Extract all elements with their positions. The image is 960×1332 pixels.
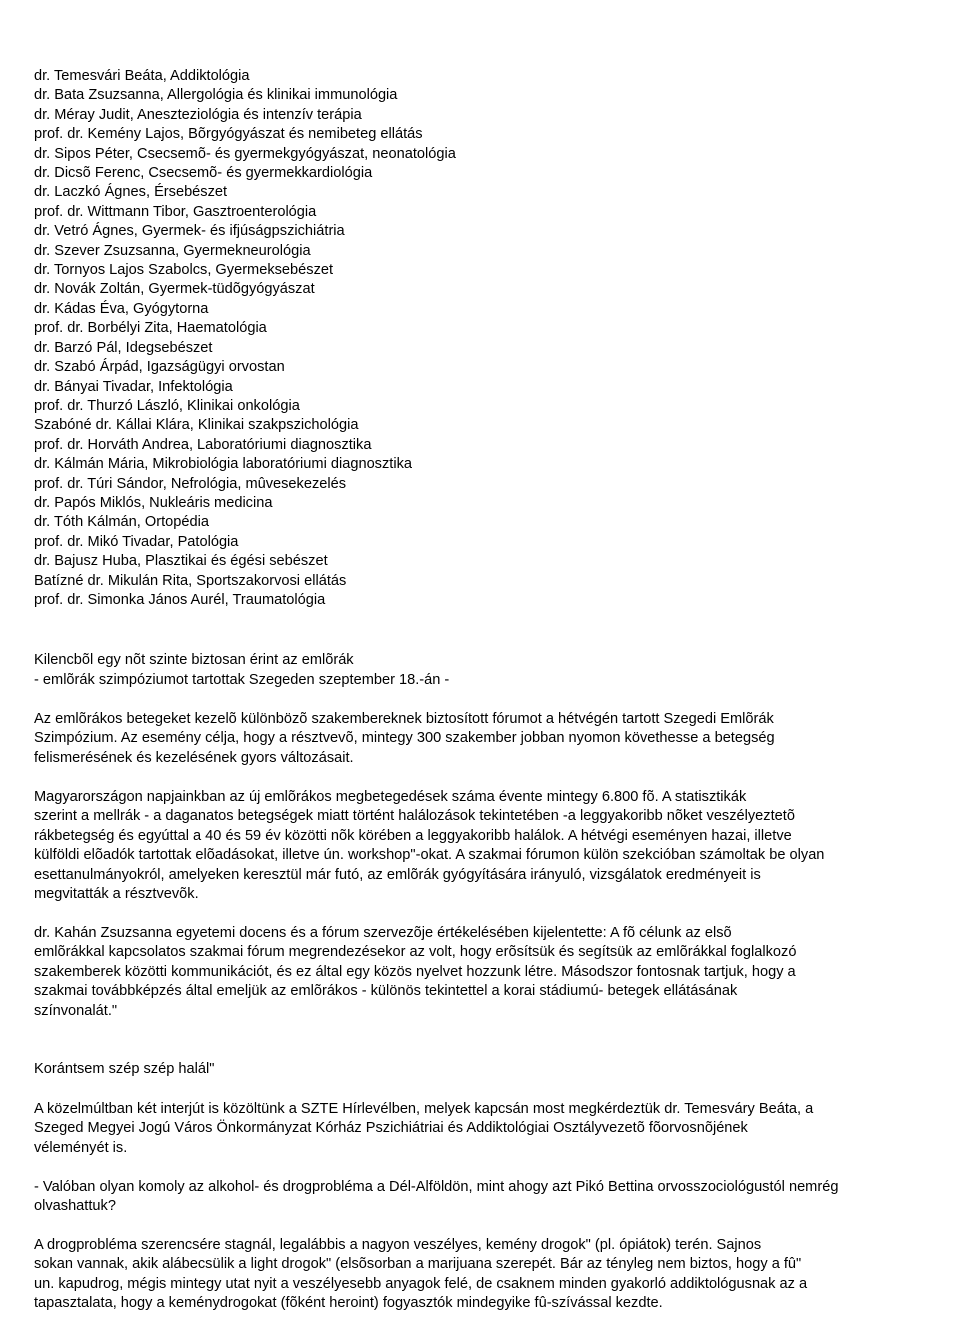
list-item: dr. Novák Zoltán, Gyermek-tüdõgyógyászat <box>34 281 315 298</box>
list-item: dr. Temesvári Beáta, Addiktológia <box>34 68 250 84</box>
text-line: sokan vannak, akik alábecsülik a light drogok" (elsõsorban a marijuana szerepét. Bár az tényleg nem biztos, hogy a fû" <box>34 1256 802 1273</box>
text-line: rákbetegség és egyúttal a 40 és 59 év közötti nõk körében a leggyakoribb halálok. A hétvégi eseményen hazai, illetve <box>34 827 792 844</box>
list-item: prof. dr. Thurzó László, Klinikai onkológia <box>34 397 300 414</box>
doctor-list <box>34 67 456 610</box>
text-line: Az emlõrákos betegeket kezelõ különbözõ szakembereknek biztosított fórumot a hétvégén tartott Szegedi Emlõrák <box>34 711 774 727</box>
text-line: felismerésének és kezelésének gyors változásait. <box>34 749 354 766</box>
article1-subtitle: - emlõrák szimpóziumot tartottak Szegeden szeptember 18.-án - <box>34 672 450 688</box>
text-line: megvitatták a résztvevõk. <box>34 886 199 903</box>
list-item: dr. Kádas Éva, Gyógytorna <box>34 300 209 317</box>
text-line: A drogprobléma szerencsére stagnál, legalábbis a nagyon veszélyes, kemény drogok" (pl. ópiátok) terén. Sajnos <box>34 1237 762 1253</box>
list-item: prof. dr. Horváth Andrea, Laboratóriumi diagnosztika <box>34 436 372 453</box>
list-item: prof. dr. Kemény Lajos, Bõrgyógyászat és nemibeteg ellátás <box>34 126 423 143</box>
text-line: Szeged Megyei Jogú Város Önkormányzat Kórház Pszichiátriai és Addiktológiai Osztályvezetõ fõorvosnõjének <box>34 1120 748 1137</box>
list-item: dr. Sipos Péter, Csecsemõ- és gyermekgyógyászat, neonatológia <box>34 145 456 162</box>
text-line: véleményét is. <box>34 1139 128 1156</box>
text-line: külföldi elõadók tartottak elõadásokat, illetve ún. workshop"-okat. A szakmai fórumon külön szekcióban számoltak be olyan <box>34 847 825 864</box>
list-item: Batízné dr. Mikulán Rita, Sportszakorvosi ellátás <box>34 572 347 589</box>
text-line: A közelmúltban két interjút is közöltünk a SZTE Hírlevélben, melyek kapcsán most megkérdeztük dr. Temesváry Beáta, a <box>34 1101 814 1117</box>
article1-paragraph-1 <box>34 710 960 768</box>
list-item: dr. Bányai Tivadar, Infektológia <box>34 378 233 395</box>
article2-paragraph-2 <box>34 1178 960 1217</box>
list-item: dr. Bajusz Huba, Plasztikai és égési sebészet <box>34 553 328 570</box>
text-line: esettanulmányokról, amelyeken keresztül már futó, az emlõrák gyógyítására irányuló, vizsgálatok eredményeit is <box>34 866 761 883</box>
text-line: szerint a mellrák - a daganatos betegségek miatt történt halálozások tekintetében -a leggyakoribb nõket veszélyeztetõ <box>34 808 795 825</box>
text-line: - Valóban olyan komoly az alkohol- és drogprobléma a Dél-Alföldön, mint ahogy azt Pikó Bettina orvosszociológustól nemrég <box>34 1179 839 1195</box>
list-item: dr. Laczkó Ágnes, Érsebészet <box>34 184 228 201</box>
list-item: prof. dr. Simonka János Aurél, Traumatológia <box>34 591 326 608</box>
list-item: dr. Tornyos Lajos Szabolcs, Gyermeksebészet <box>34 262 334 279</box>
article2-title: Korántsem szép szép halál" <box>34 1061 215 1077</box>
list-item: prof. dr. Wittmann Tibor, Gasztroenterológia <box>34 203 317 220</box>
article1-paragraph-2 <box>34 788 960 904</box>
text-line: szakmai továbbképzés által emeljük az emlõrákos - különös tekintettel a korai stádiumú- betegek ellátásának <box>34 983 738 1000</box>
list-item: dr. Barzó Pál, Idegsebészet <box>34 339 213 356</box>
list-item: dr. Dicsõ Ferenc, Csecsemõ- és gyermekkardiológia <box>34 165 373 182</box>
list-item: prof. dr. Borbélyi Zita, Haematológia <box>34 320 267 337</box>
text-line: olvashattuk? <box>34 1198 116 1215</box>
text-line: Szimpózium. Az esemény célja, hogy a résztvevõ, mintegy 300 szakember jobban nyomon követhesse a betegség <box>34 730 775 747</box>
list-item: dr. Méray Judit, Aneszteziológia és intenzív terápia <box>34 106 362 123</box>
list-item: dr. Szabó Árpád, Igazságügyi orvostan <box>34 359 285 376</box>
article2-paragraph-3 <box>34 1236 960 1314</box>
text-line: szakemberek közötti kommunikációt, és ez által egy közös nyelvet hozzunk létre. Másodszor fontosnak tartjuk, hogy a <box>34 963 796 980</box>
text-line: dr. Kahán Zsuzsanna egyetemi docens és a fórum szervezõje értékelésében kijelentette: A fõ célunk az elsõ <box>34 925 732 941</box>
list-item: dr. Papós Miklós, Nukleáris medicina <box>34 494 273 511</box>
article1-paragraph-3 <box>34 924 960 1021</box>
text-line: un. kapudrog, mégis mintegy utat nyit a veszélyesebb anyagok felé, de csaknem minden gyakorló addiktológusnak az a <box>34 1275 808 1292</box>
article1-title: Kilencbõl egy nõt szinte biztosan érint az emlõrák <box>34 652 354 668</box>
list-item: dr. Szever Zsuzsanna, Gyermekneurológia <box>34 242 311 259</box>
text-line: színvonalát." <box>34 1002 118 1019</box>
list-item: prof. dr. Túri Sándor, Nefrológia, mûvesekezelés <box>34 475 347 492</box>
text-line: Magyarországon napjainkban az új emlõrákos megbetegedések száma évente mintegy 6.800 fõ. A statisztikák <box>34 789 747 805</box>
list-item: dr. Kálmán Mária, Mikrobiológia laboratóriumi diagnosztika <box>34 456 412 473</box>
list-item: dr. Vetró Ágnes, Gyermek- és ifjúságpszichiátria <box>34 223 345 240</box>
list-item: prof. dr. Mikó Tivadar, Patológia <box>34 533 239 550</box>
text-line: emlõrákkal kapcsolatos szakmai fórum megrendezésekor az volt, hogy erõsítsük és segítsük az emlõrákkal foglalkozó <box>34 944 797 961</box>
list-item: dr. Tóth Kálmán, Ortopédia <box>34 514 209 531</box>
list-item: dr. Bata Zsuzsanna, Allergológia és klinikai immunológia <box>34 87 398 104</box>
list-item: Szabóné dr. Kállai Klára, Klinikai szakpszichológia <box>34 417 359 434</box>
text-line: tapasztalata, hogy a keménydrogokat (fõként heroint) fogyasztók mindegyike fû-szívással kezdte. <box>34 1295 663 1312</box>
article2-paragraph-1 <box>34 1100 960 1158</box>
